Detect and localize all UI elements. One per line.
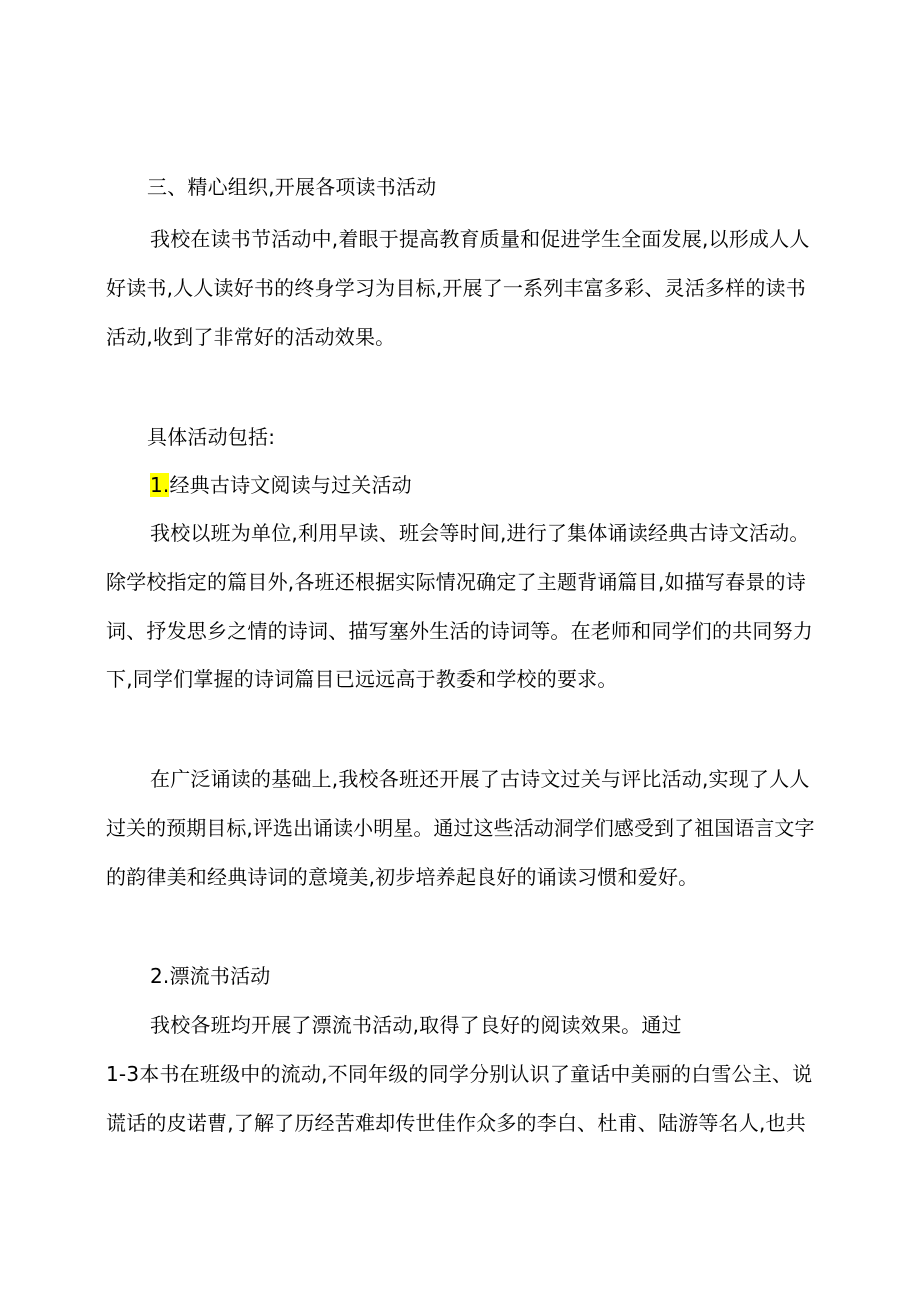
- activity-1-paragraph-1-line-4: 下,同学们掌握的诗词篇目已远远高于教委和学校的要求。: [106, 667, 618, 691]
- intro-paragraph-line-3: 活动,收到了非常好的活动效果。: [106, 325, 396, 349]
- activity-1-paragraph-2-line-3: 的韵律美和经典诗词的意境美,初步培养起良好的诵读习惯和爱好。: [106, 865, 699, 889]
- activity-2-paragraph-1-line-2: 1-3本书在班级中的流动,不同年级的同学分别认识了童话中美丽的白雪公主、说: [106, 1062, 813, 1086]
- activity-2-paragraph-1-line-3: 谎话的皮诺曹,了解了历经苦难却传世佳作众多的李白、杜甫、陆游等名人,也共: [106, 1111, 806, 1135]
- activity-1-paragraph-1-line-2: 除学校指定的篇目外,各班还根据实际情况确定了主题背诵篇目,如描写春景的诗: [106, 570, 806, 594]
- intro-paragraph-line-1: 我校在读书节活动中,着眼于提高教育质量和促进学生全面发展,以形成人人: [150, 227, 810, 251]
- activity-1-paragraph-1-line-3: 词、抒发思乡之情的诗词、描写塞外生活的诗词等。在老师和同学们的共同努力: [106, 619, 813, 643]
- activity-2-paragraph-1-line-1: 我校各班均开展了漂流书活动,取得了良好的阅读效果。通过: [150, 1013, 682, 1037]
- intro-paragraph-line-2: 好读书,人人读好书的终身学习为目标,开展了一系列丰富多彩、灵活多样的读书: [106, 276, 806, 300]
- activity-1-number: 1.: [150, 473, 170, 497]
- section-heading: 三、精心组织,开展各项读书活动: [147, 175, 437, 199]
- activity-1-paragraph-2-line-1: 在广泛诵读的基础上,我校各班还开展了古诗文过关与评比活动,实现了人人: [150, 767, 810, 791]
- activity-1-paragraph-2-line-2: 过关的预期目标,评选出诵读小明星。通过这些活动洞学们感受到了祖国语言文字: [106, 816, 815, 840]
- activities-intro: 具体活动包括:: [147, 425, 276, 449]
- activity-1-heading: [150, 471, 412, 499]
- activity-2-heading: 2.漂流书活动: [150, 964, 271, 988]
- activity-1-paragraph-1-line-1: 我校以班为单位,利用早读、班会等时间,进行了集体诵读经典古诗文活动。: [150, 521, 810, 545]
- activity-1-title: 经典古诗文阅读与过关活动: [169, 473, 412, 497]
